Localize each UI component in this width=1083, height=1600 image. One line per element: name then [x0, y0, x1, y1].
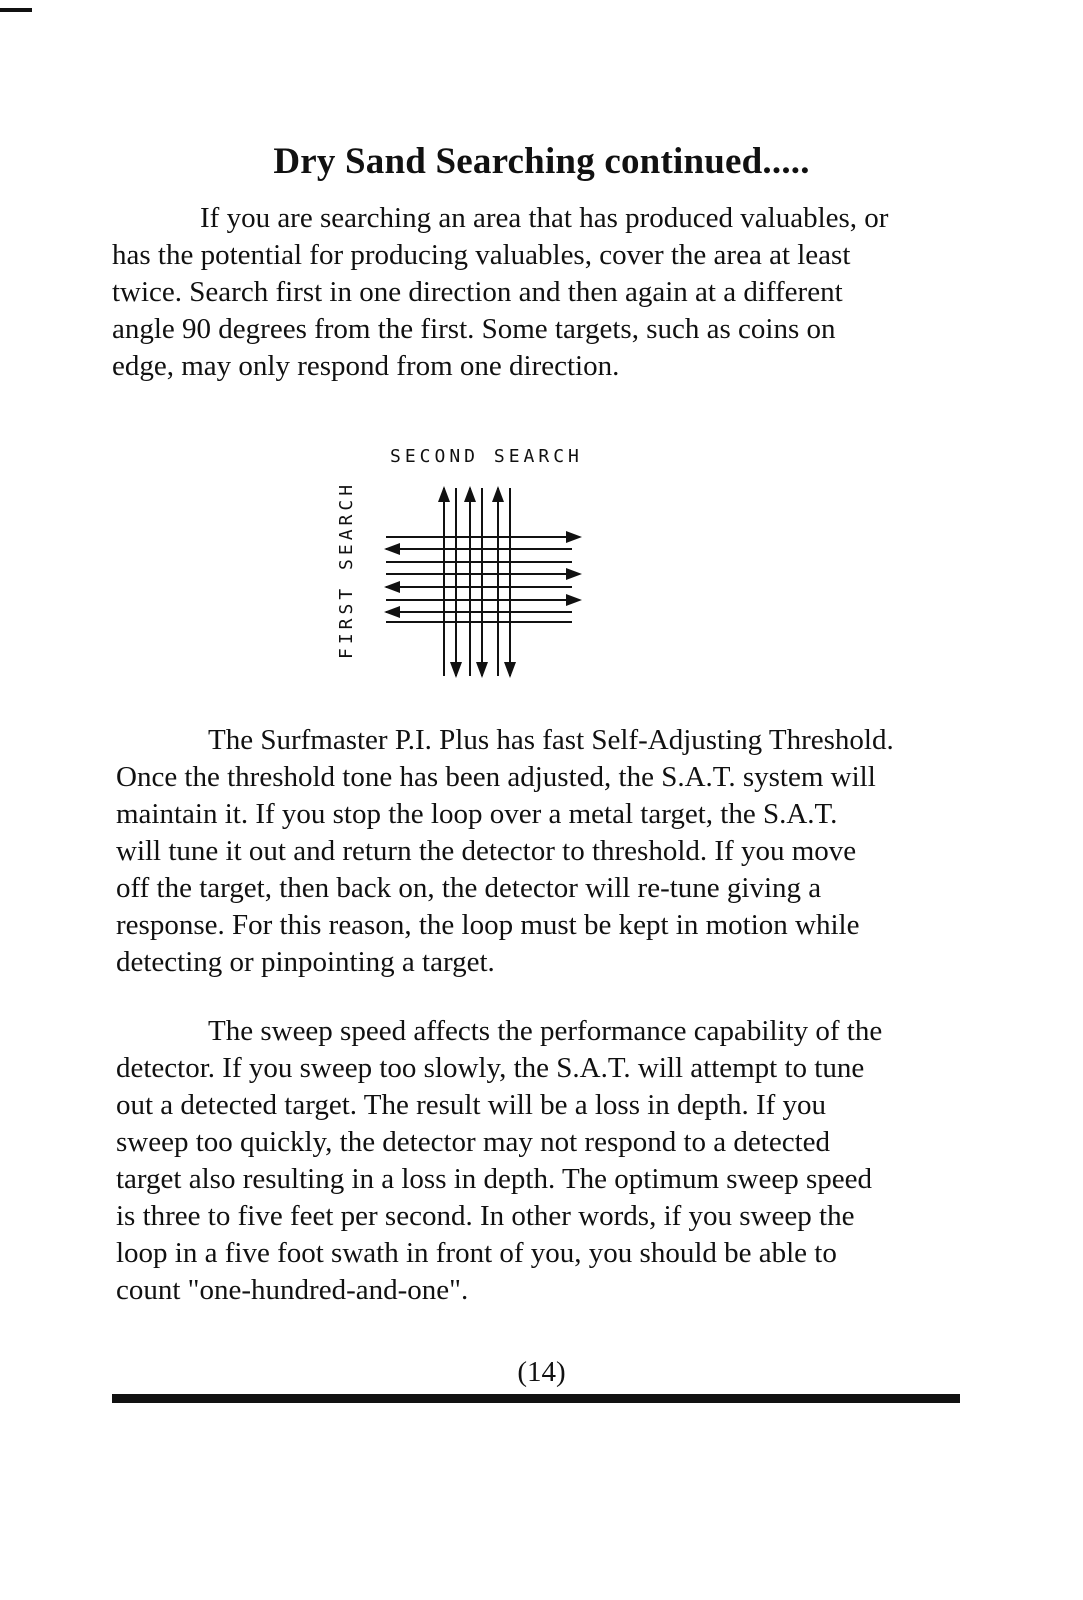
paragraph-line: angle 90 degrees from the first. Some targets, such as coins on [112, 313, 836, 345]
page-heading: Dry Sand Searching continued..... [273, 141, 810, 182]
left-arrow-icon [384, 543, 400, 555]
up-arrow-icon [438, 486, 450, 502]
paragraph-line: is three to five feet per second. In other words, if you sweep the [116, 1200, 855, 1232]
left-arrow-icon [384, 606, 400, 618]
crosshatch-search-pattern-icon [330, 445, 610, 695]
paragraph-line: count "one-hundred-and-one". [116, 1274, 469, 1306]
paragraph-search-twice [112, 200, 952, 385]
right-arrow-icon [566, 531, 582, 543]
paragraph-line: will tune it out and return the detector to threshold. If you move [116, 835, 857, 867]
footer-rule [112, 1394, 960, 1403]
paragraph-line: edge, may only respond from one direction. [112, 350, 620, 382]
grid-lines [386, 488, 572, 676]
paragraph-line: target also resulting in a loss in depth. The optimum sweep speed [116, 1163, 873, 1195]
left-arrow-icon [384, 581, 400, 593]
paragraph-line: detecting or pinpointing a target. [116, 946, 495, 978]
paragraph-line: The sweep speed affects the performance capability of the [208, 1015, 883, 1047]
second-search-label: SECOND SEARCH [390, 446, 583, 467]
up-arrow-icon [492, 486, 504, 502]
paragraph-line: detector. If you sweep too slowly, the S.A.T. will attempt to tune [116, 1052, 865, 1084]
paragraph-line: sweep too quickly, the detector may not respond to a detected [116, 1126, 831, 1158]
right-arrow-icon [566, 594, 582, 606]
paragraph-self-adjusting-threshold [116, 722, 956, 981]
paragraph-line: The Surfmaster P.I. Plus has fast Self-Adjusting Threshold. [208, 724, 894, 756]
paragraph-line: maintain it. If you stop the loop over a metal target, the S.A.T. [116, 798, 838, 830]
paragraph-line: If you are searching an area that has produced valuables, or [200, 202, 889, 234]
paragraph-line: twice. Search first in one direction and then again at a different [112, 276, 843, 308]
down-arrow-icon [504, 662, 516, 678]
right-arrow-icon [566, 568, 582, 580]
paragraph-line: has the potential for producing valuables, cover the area at least [112, 239, 851, 271]
first-search-label: FIRST SEARCH [336, 480, 357, 659]
scan-corner-mark [0, 8, 32, 12]
paragraph-line: off the target, then back on, the detector will re-tune giving a [116, 872, 822, 904]
paragraph-sweep-speed [116, 1013, 956, 1309]
page-number: (14) [517, 1356, 566, 1388]
paragraph-line: out a detected target. The result will be a loss in depth. If you [116, 1089, 827, 1121]
down-arrow-icon [476, 662, 488, 678]
down-arrow-icon [450, 662, 462, 678]
paragraph-line: Once the threshold tone has been adjusted, the S.A.T. system will [116, 761, 876, 793]
paragraph-line: response. For this reason, the loop must be kept in motion while [116, 909, 860, 941]
up-arrow-icon [464, 486, 476, 502]
paragraph-line: loop in a five foot swath in front of you, you should be able to [116, 1237, 837, 1269]
